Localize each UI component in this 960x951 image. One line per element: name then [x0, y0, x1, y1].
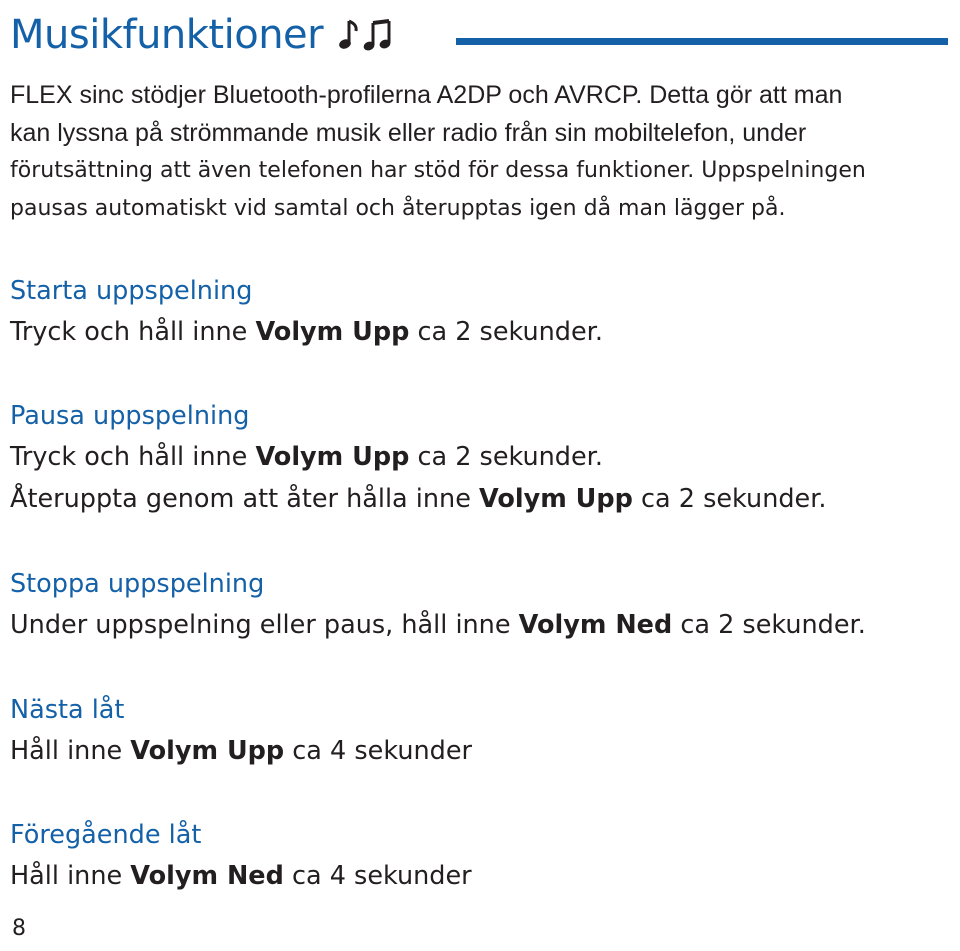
section-next — [10, 690, 955, 772]
button-name: Volym Ned — [518, 610, 673, 640]
title-rule — [456, 38, 948, 45]
section-heading: Starta uppspelning — [10, 276, 253, 306]
instruction-line: Tryck och håll inne Volym Upp ca 2 sekunder. — [10, 317, 603, 347]
intro-line: förutsättning att även telefonen har stöd för dessa funktioner. Uppspelningen — [10, 158, 866, 183]
intro-paragraph — [10, 76, 955, 228]
section-stop — [10, 564, 955, 646]
instruction-line: Återuppta genom att åter hålla inne Volym Upp ca 2 sekunder. — [10, 484, 827, 514]
intro-line: pausas automatiskt vid samtal och återupptas igen då man lägger på. — [10, 196, 786, 221]
instruction-line: Håll inne Volym Ned ca 4 sekunder — [10, 861, 472, 891]
button-name: Volym Upp — [130, 736, 285, 766]
button-name: Volym Upp — [479, 484, 633, 514]
page-number: 8 — [12, 916, 26, 941]
music-notes-icon — [337, 17, 393, 53]
intro-line: kan lyssna på strömmande musik eller radio från sin mobiltelefon, under — [10, 119, 807, 147]
section-heading: Nästa låt — [10, 695, 125, 725]
instruction-line: Håll inne Volym Upp ca 4 sekunder — [10, 736, 472, 766]
button-name: Volym Upp — [255, 442, 410, 472]
instruction-line: Tryck och håll inne Volym Upp ca 2 sekunder. — [10, 442, 603, 472]
section-heading: Föregående låt — [10, 820, 202, 850]
page-header — [10, 4, 950, 66]
section-pause — [10, 396, 955, 520]
section-start — [10, 271, 955, 353]
instruction-line: Under uppspelning eller paus, håll inne Volym Ned ca 2 sekunder. — [10, 610, 866, 640]
section-previous — [10, 815, 955, 897]
section-heading: Pausa uppspelning — [10, 401, 250, 431]
button-name: Volym Ned — [130, 861, 284, 891]
intro-line: FLEX sinc stödjer Bluetooth-profilerna A2DP och AVRCP. Detta gör att man — [10, 81, 843, 109]
button-name: Volym Upp — [255, 317, 410, 347]
page-title: Musikfunktioner — [10, 12, 324, 58]
section-heading: Stoppa uppspelning — [10, 569, 265, 599]
